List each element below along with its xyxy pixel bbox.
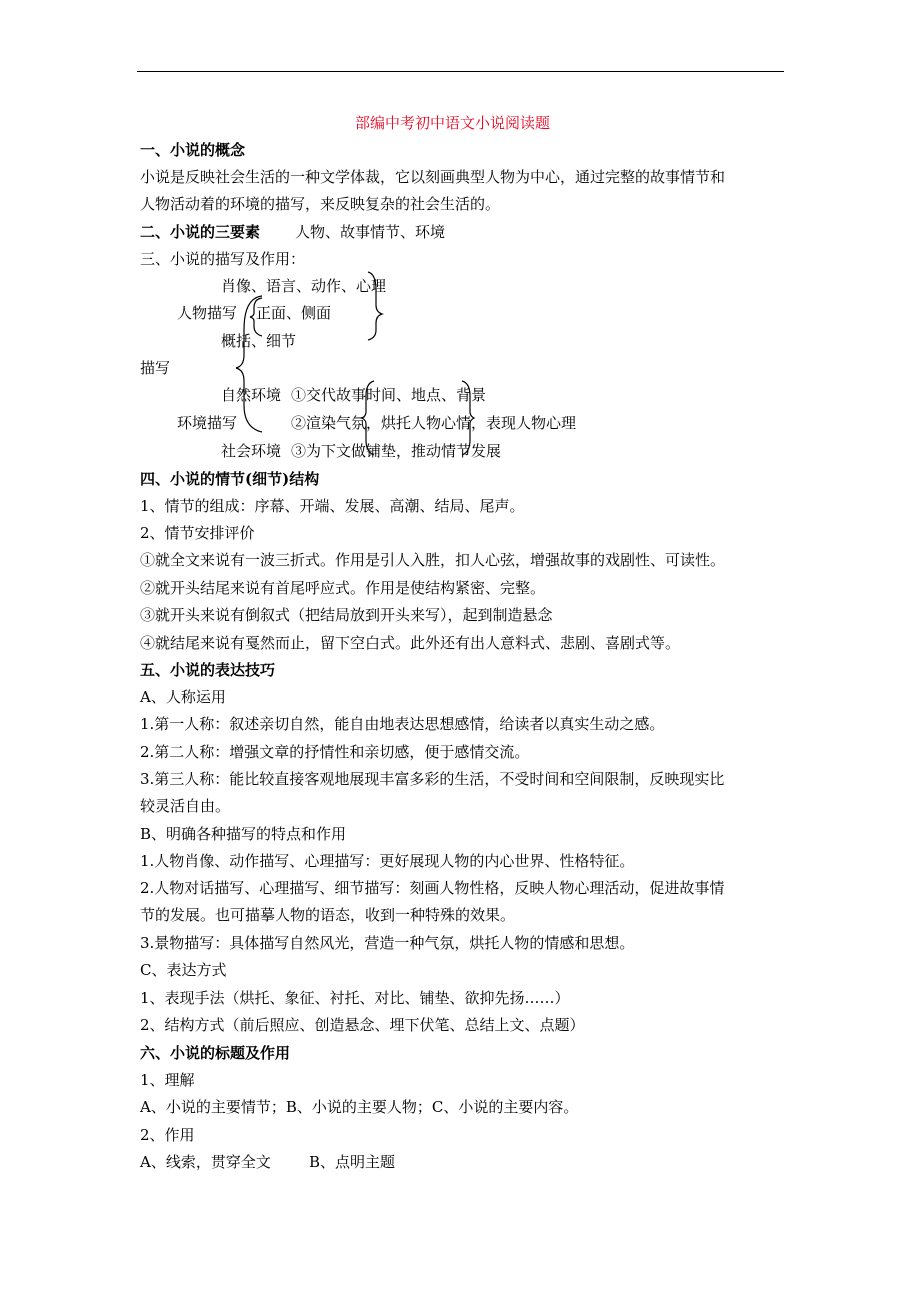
diagram-person-a: 肖像、语言、动作、心理 bbox=[221, 277, 387, 295]
list-item: 3.景物描写：具体描写自然风光，营造一种气氛，烘托人物的情感和思想。 bbox=[140, 934, 635, 952]
root-brace bbox=[236, 296, 262, 432]
list-item: 2.第二人称：增强文章的抒情性和亲切感，便于感情交流。 bbox=[140, 743, 530, 761]
list-item: 1、表现手法（烘托、象征、衬托、对比、铺垫、欲抑先扬……） bbox=[140, 989, 570, 1007]
section-4-heading: 四、小说的情节(细节)结构 bbox=[140, 470, 320, 488]
diagram-person-b: 正面、侧面 bbox=[256, 304, 332, 322]
paragraph: 小说是反映社会生活的一种文学体裁，它以刻画典型人物为中心，通过完整的故事情节和 bbox=[140, 168, 726, 186]
diagram-env-function-2: ②渲染气氛，烘托人物心情，表现人物心理 bbox=[291, 414, 577, 432]
list-item: A、小说的主要情节；B、小说的主要人物；C、小说的主要内容。 bbox=[140, 1098, 579, 1116]
person-right-brace bbox=[368, 272, 382, 340]
list-item: 1.人物肖像、动作描写、心理描写：更好展现人物的内心世界、性格特征。 bbox=[140, 852, 635, 870]
list-item: 较灵活自由。 bbox=[140, 797, 231, 815]
diagram-env-nature: 自然环境 bbox=[221, 386, 282, 404]
section-3-heading: 三、小说的描写及作用： bbox=[140, 250, 306, 268]
three-elements: 人物、故事情节、环境 bbox=[295, 223, 446, 241]
list-item: 2、作用 bbox=[140, 1126, 195, 1144]
list-item: 1.第一人称：叙述亲切自然，能自由地表达思想感情，给读者以真实生动之感。 bbox=[140, 715, 665, 733]
person-brace bbox=[250, 298, 262, 336]
subheading: B、明确各种描写的特点和作用 bbox=[140, 825, 347, 843]
env-right-brace bbox=[462, 381, 474, 455]
list-item: A、线索，贯穿全文 bbox=[140, 1153, 271, 1171]
section-6-heading: 六、小说的标题及作用 bbox=[140, 1044, 291, 1062]
list-item: ①就全文来说有一波三折式。作用是引人入胜，扣人心弦，增强故事的戏剧性、可读性。 bbox=[140, 551, 726, 569]
list-item: 1、理解 bbox=[140, 1071, 195, 1089]
section-1-heading: 一、小说的概念 bbox=[140, 141, 246, 159]
paragraph: 人物活动着的环境的描写，来反映复杂的社会生活的。 bbox=[140, 195, 501, 213]
subheading: A、人称运用 bbox=[140, 688, 226, 706]
section-5-heading: 五、小说的表达技巧 bbox=[140, 661, 276, 679]
diagram-env-function-3: ③为下文做铺垫，推动情节发展 bbox=[291, 442, 502, 460]
diagram-env-function-1: ①交代故事时间、地点、背景 bbox=[291, 386, 487, 404]
list-item: ③就开头来说有倒叙式（把结局放到开头来写），起到制造悬念 bbox=[140, 606, 553, 624]
diagram-person-c: 概括、细节 bbox=[221, 332, 297, 350]
diagram-root-label: 描写 bbox=[140, 359, 171, 377]
subheading: C、表达方式 bbox=[140, 961, 227, 979]
list-item: 2、结构方式（前后照应、创造悬念、埋下伏笔、总结上文、点题） bbox=[140, 1016, 585, 1034]
list-item: 节的发展。也可描摹人物的语态，收到一种特殊的效果。 bbox=[140, 906, 516, 924]
list-item: ②就开头结尾来说有首尾呼应式。作用是使结构紧密、完整。 bbox=[140, 579, 546, 597]
list-item: 2.人物对话描写、心理描写、细节描写：刻画人物性格，反映人物心理活动，促进故事情 bbox=[140, 879, 725, 897]
diagram-env-social: 社会环境 bbox=[221, 442, 282, 460]
diagram-person-label: 人物描写 bbox=[177, 304, 238, 322]
list-item: 2、情节安排评价 bbox=[140, 524, 255, 542]
list-item: 3.第三人称：能比较直接客观地展现丰富多彩的生活，不受时间和空间限制，反映现实比 bbox=[140, 770, 725, 788]
section-2-heading: 二、小说的三要素 bbox=[140, 223, 261, 241]
diagram-env-label: 环境描写 bbox=[177, 414, 238, 432]
list-item: 1、情节的组成：序幕、开端、发展、高潮、结局、尾声。 bbox=[140, 497, 525, 515]
list-item: B、点明主题 bbox=[309, 1153, 396, 1171]
env-left-brace bbox=[362, 381, 374, 455]
page-title: 部编中考初中语文小说阅读题 bbox=[355, 114, 551, 132]
list-item: ④就结尾来说有戛然而止，留下空白式。此外还有出人意料式、悲剧、喜剧式等。 bbox=[140, 634, 681, 652]
